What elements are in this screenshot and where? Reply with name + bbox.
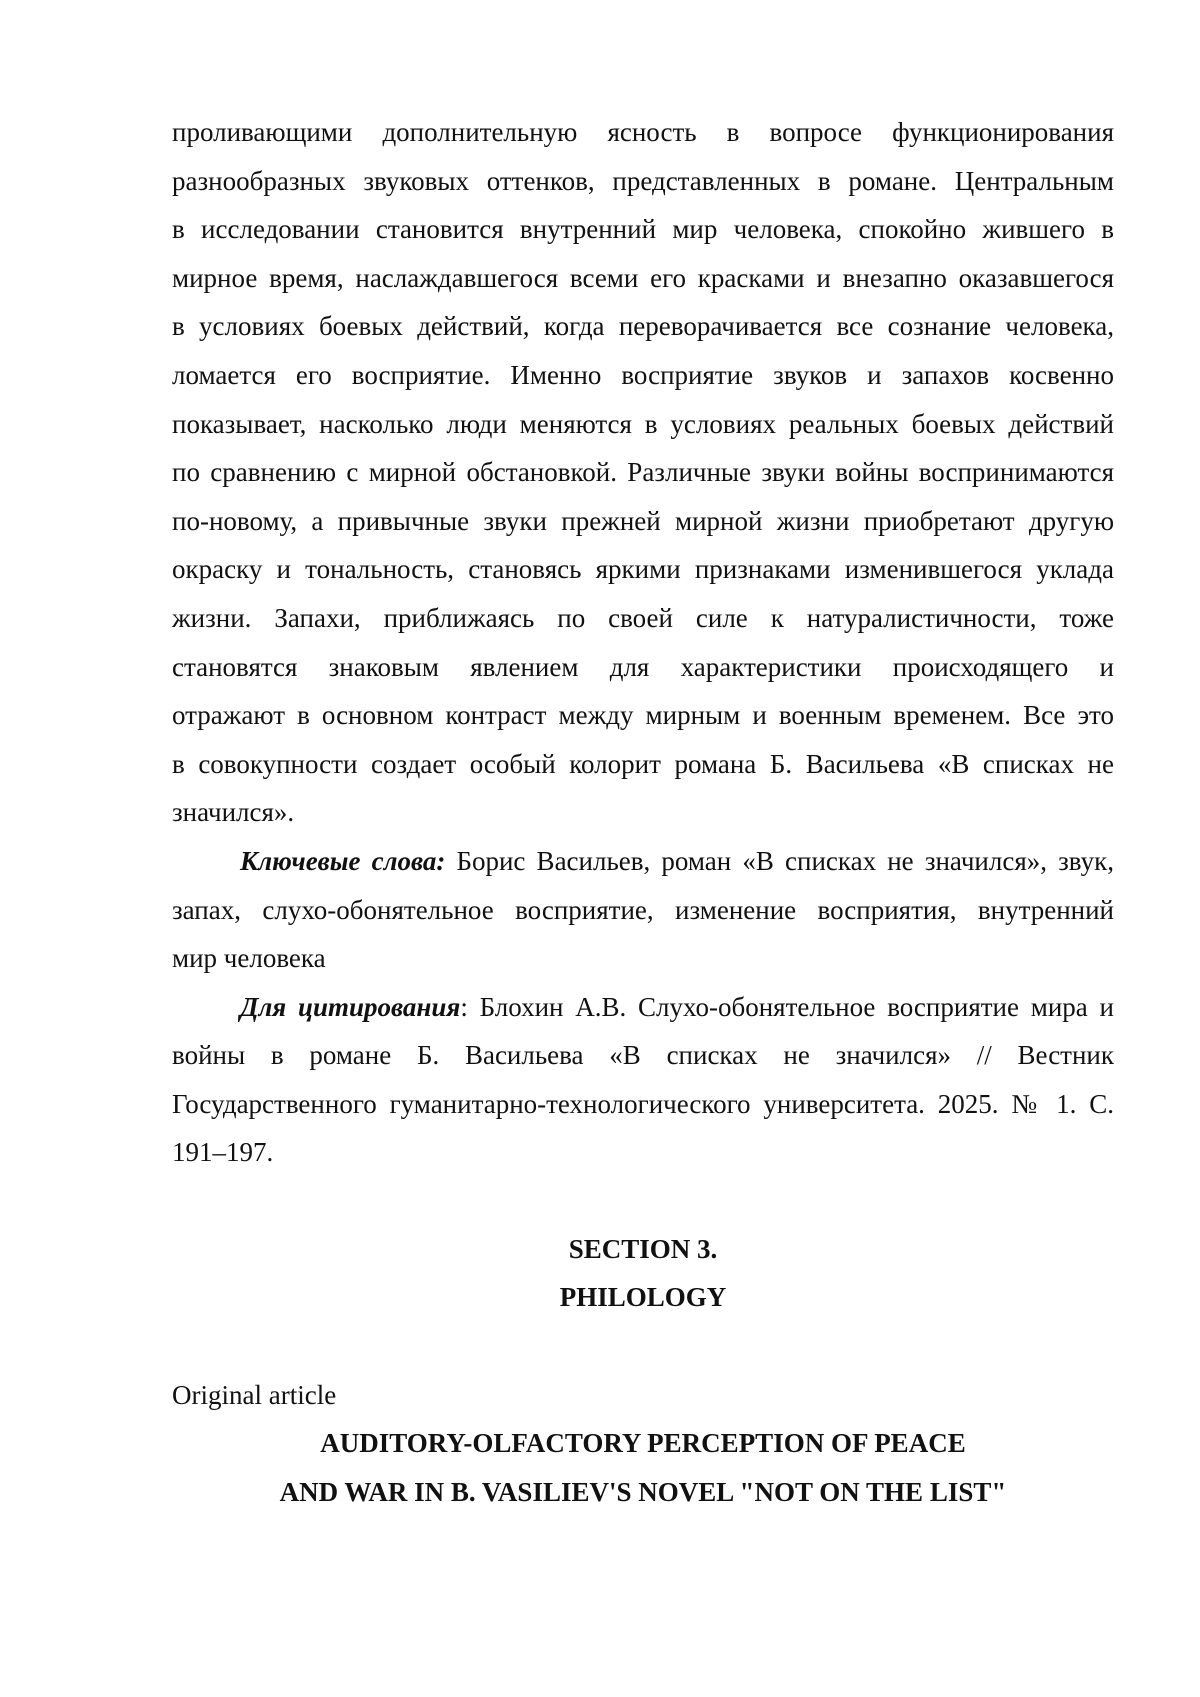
citation-text: : Блохин А.В. Слухо-обонятельное восприятие мира и (460, 992, 1114, 1022)
citation-label: Для цитирования (240, 992, 460, 1022)
abstract-text (172, 108, 1114, 1177)
text-line: окраску и тональность, становясь яркими признаками изменившегося уклада (172, 545, 1114, 594)
text-line: по-новому, а привычные звуки прежней мирной жизни приобретают другую (172, 497, 1114, 546)
citation-line: войны в романе Б. Васильева «В списках не значился» // Вестник (172, 1031, 1114, 1080)
text-line: по сравнению с мирной обстановкой. Различные звуки войны воспринимаются (172, 448, 1114, 497)
text-line: жизни. Запахи, приближаясь по своей силе к натуралистичности, тоже (172, 594, 1114, 643)
text-line: в исследовании становится внутренний мир человека, спокойно жившего в (172, 205, 1114, 254)
article-title-line: AND WAR IN B. VASILIEV'S NOVEL "NOT ON THE LIST" (172, 1468, 1114, 1517)
keywords-line (172, 837, 1114, 886)
text-line: в совокупности создает особый колорит романа Б. Васильева «В списках не (172, 740, 1114, 789)
text-line: значился». (172, 788, 1114, 837)
text-line: становятся знаковым явлением для характеристики происходящего и (172, 643, 1114, 692)
section-number: SECTION 3. (172, 1225, 1114, 1274)
section-name: PHILOLOGY (172, 1273, 1114, 1322)
text-line: показывает, насколько люди меняются в условиях реальных боевых действий (172, 400, 1114, 449)
text-line: разнообразных звуковых оттенков, представленных в романе. Центральным (172, 157, 1114, 206)
keywords-label: Ключевые слова: (240, 846, 445, 876)
article-title-line: AUDITORY-OLFACTORY PERCEPTION OF PEACE (172, 1419, 1114, 1468)
citation-line: Государственного гуманитарно-технологического университета. 2025. № 1. С. (172, 1080, 1114, 1129)
citation-line: 191–197. (172, 1128, 1114, 1177)
keywords-line: запах, слухо-обонятельное восприятие, изменение восприятия, внутренний (172, 886, 1114, 935)
text-line: мирное время, наслаждавшегося всеми его красками и внезапно оказавшегося (172, 254, 1114, 303)
text-line: в условиях боевых действий, когда переворачивается все сознание человека, (172, 302, 1114, 351)
article-type: Original article (172, 1371, 1114, 1420)
keywords (172, 837, 1114, 983)
text-line: проливающими дополнительную ясность в вопросе функционирования (172, 108, 1114, 157)
keywords-line: мир человека (172, 934, 1114, 983)
text-line: отражают в основном контраст между мирным и военным временем. Все это (172, 691, 1114, 740)
text-line: ломается его восприятие. Именно восприятие звуков и запахов косвенно (172, 351, 1114, 400)
keywords-text: Борис Васильев, роман «В списках не значился», звук, (445, 846, 1114, 876)
citation-line (172, 983, 1114, 1032)
citation (172, 983, 1114, 1177)
